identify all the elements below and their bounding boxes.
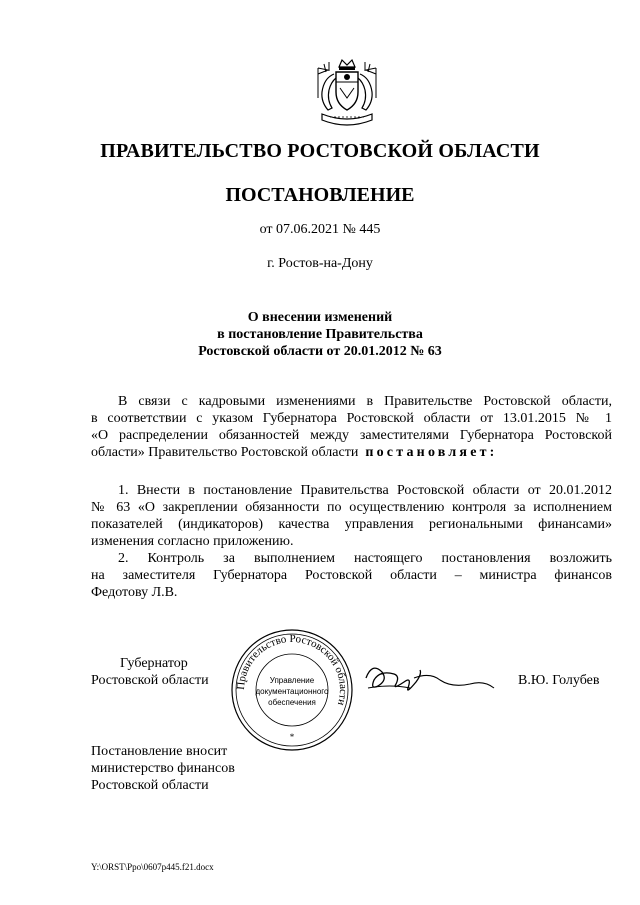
item-1-line: изменения согласно приложению. <box>91 534 294 549</box>
item-1-line: показателей (индикаторов) качества управления региональными финансами» <box>91 517 612 532</box>
item-2-line: на заместителя Губернатора Ростовской области – министра финансов <box>91 568 612 583</box>
coat-of-arms-icon <box>312 58 382 132</box>
date-and-number: от 07.06.2021 № 445 <box>259 222 381 237</box>
signature-icon <box>360 658 500 698</box>
government-title: ПРАВИТЕЛЬСТВО РОСТОВСКОЙ ОБЛАСТИ <box>100 140 540 162</box>
stamp-inner-line: обеспечения <box>268 698 316 707</box>
introduced-by-line: Постановление вносит <box>91 744 228 759</box>
introduced-by-line: Ростовской области <box>91 778 209 793</box>
signatory-name: В.Ю. Голубев <box>518 673 600 688</box>
stamp-icon <box>230 628 354 752</box>
svg-text:*: * <box>289 732 295 742</box>
document-type: ПОСТАНОВЛЕНИЕ <box>225 184 415 206</box>
city: г. Ростов-на-Дону <box>267 256 373 271</box>
stamp-inner-line: документационного <box>255 687 329 696</box>
item-1-line: 1. Внести в постановление Правительства Ростовской области от 20.01.2012 <box>118 483 612 498</box>
decides-word: постановляет: <box>365 445 498 460</box>
preamble-line: в соответствии с указом Губернатора Ростовской области от 13.01.2015 № 1 <box>91 411 612 426</box>
file-path: Y:\ORST\Ppo\0607p445.f21.docx <box>91 862 214 872</box>
stamp-inner-line: Управление <box>269 676 315 685</box>
preamble-line <box>91 444 612 461</box>
subject-line: Ростовской области от 20.01.2012 № 63 <box>198 344 442 359</box>
preamble-line: «О распределении обязанностей между заместителями Губернатора Ростовской <box>91 428 612 443</box>
item-2-line: 2. Контроль за выполнением настоящего постановления возложить <box>118 551 612 566</box>
item-2-line: Федотову Л.В. <box>91 585 178 600</box>
item-1-line: № 63 «О закреплении обязанности по осуществлению контроля за исполнением <box>91 500 612 515</box>
stamp-outer-text: Правительство Ростовской области <box>234 632 350 707</box>
subject-line: в постановление Правительства <box>217 327 423 342</box>
signatory-region: Ростовской области <box>91 673 209 688</box>
introduced-by-line: министерство финансов <box>91 761 235 776</box>
signatory-post: Губернатор <box>120 656 188 671</box>
preamble-text: области» Правительство Ростовской области <box>91 445 359 460</box>
subject-line: О внесении изменений <box>247 310 393 325</box>
preamble-line: В связи с кадровыми изменениями в Правительстве Ростовской области, <box>118 394 612 409</box>
